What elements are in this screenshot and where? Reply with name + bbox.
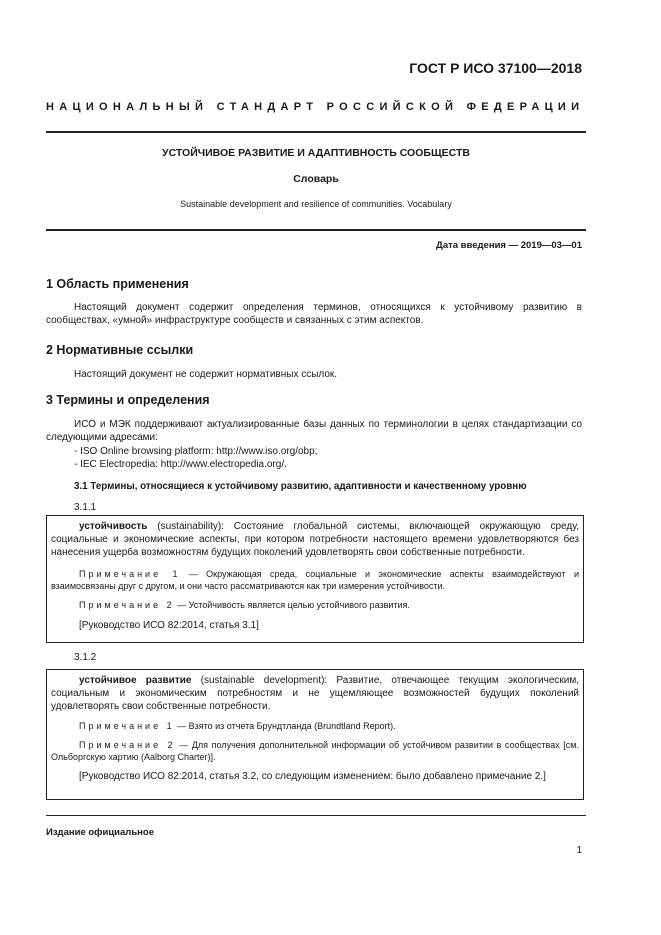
term-note: Примечание 1 — Окружающая среда, социальные и экономические аспекты взаимодействуют и взаимосвязаны друг с другом, и они часто рассматриваются как три измерения устойчивости. [51,569,579,591]
effective-date: Дата введения — 2019—03—01 [436,240,582,251]
term-box [46,669,584,800]
section-2-heading: 2 Нормативные ссылки [46,343,194,357]
divider [46,229,586,231]
list-item: - IEC Electropedia: http://www.electropedia.org/. [74,459,287,470]
term-name: устойчивость [79,521,148,532]
divider [46,815,586,816]
edition-label: Издание официальное [46,827,154,838]
term-box [46,515,584,643]
section-1-heading: 1 Область применения [46,277,189,291]
subsection-heading: 3.1 Термины, относящиеся к устойчивому развитию, адаптивности и качественному уровню [74,481,527,492]
divider [46,131,586,133]
page-number: 1 [576,845,582,856]
term-note: Примечание 1 — Взято из отчета Брундтланда (Brundtland Report). [79,721,396,731]
standard-code: ГОСТ Р ИСО 37100—2018 [409,60,582,76]
document-title: УСТОЙЧИВОЕ РАЗВИТИЕ И АДАПТИВНОСТЬ СООБЩЕСТВ [162,147,470,159]
term-source: [Руководство ИСО 82:2014, статья 3.2, со следующим изменением: было добавлено примечание 2.] [79,771,546,782]
term-source: [Руководство ИСО 82:2014, статья 3.1] [79,620,259,631]
term-name: устойчивое развитие [79,675,192,686]
term-definition: устойчивое развитие (sustainable development): Развитие, отвечающее текущим экологическим, социальным и экономическим потребностям и не ущемляющее возможностей будущих поколений удовлетворять свои собственные потребности. [51,675,579,712]
section-3-heading: 3 Термины и определения [46,393,210,407]
section-3-intro: ИСО и МЭК поддерживают актуализированные базы данных по терминологии в целях стандартизации со следующими адресами: [46,419,582,443]
document-title-english: Sustainable development and resilience of communities. Vocabulary [180,199,452,209]
term-note: Примечание 2 — Для получения дополнительной информации об устойчивом развитии в сообществах [см. Ольборгскую хартию (Aalborg Charter)]. [51,740,579,762]
national-standard-banner: НАЦИОНАЛЬНЫЙ СТАНДАРТ РОССИЙСКОЙ ФЕДЕРАЦИИ [46,101,585,113]
term-number: 3.1.2 [74,652,97,663]
section-1-text: Настоящий документ содержит определения терминов, относящихся к устойчивому развитию в сообществах, «умной» инфраструктуре сообществ и связанных с этим аспектов. [46,302,582,326]
term-number: 3.1.1 [74,502,97,513]
term-note: Примечание 2 — Устойчивость является целью устойчивого развития. [79,600,410,610]
term-definition: устойчивость (sustainability): Состояние глобальной системы, включающей окружающую среду, социальные и экономические аспекты, при котором потребности настоящего времени удовлетворяются без нанесения ущерба возможностям будущих поколений удовлетворять свои собственные потребности. [51,521,579,558]
list-item: - ISO Online browsing platform: http://www.iso.org/obp; [74,446,318,457]
section-2-text: Настоящий документ не содержит нормативных ссылок. [74,369,338,380]
document-subtitle: Словарь [293,173,339,185]
